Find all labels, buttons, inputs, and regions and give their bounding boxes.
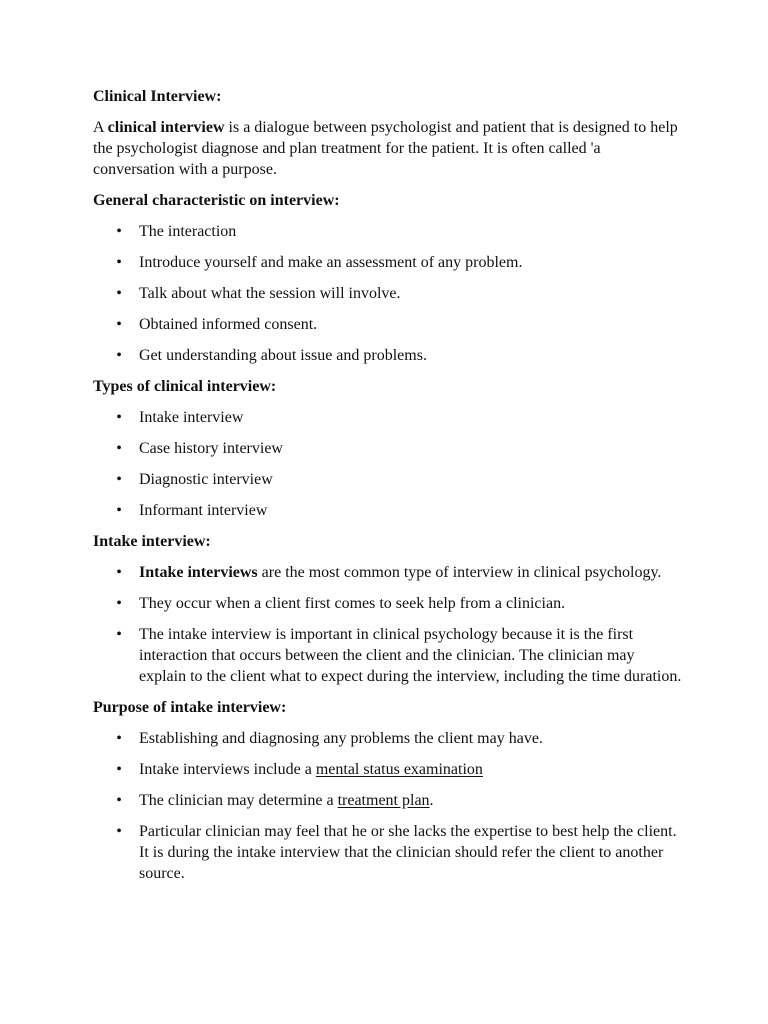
bullet: • [116,626,122,643]
list-item [93,283,683,304]
types-list [93,407,683,521]
list-item-text: Case history interview [139,440,283,457]
list-item-text: Particular clinician may feel that he or she lacks the expertise to best help the client. It is during the intake interview that the clinician should refer the client to another source. [139,823,677,882]
bullet: • [116,409,122,426]
intro-rest: is a dialogue between psychologist and patient that is designed to help the psychologist diagnose and plan treatment for the patient. It is often called 'a conversation with a purpose. [93,119,678,178]
list-item [93,593,683,614]
intro-paragraph [93,117,683,180]
list-item [93,562,683,583]
list-item [93,345,683,366]
section-heading-intake: Intake interview: [93,533,211,550]
bullet: • [116,730,122,747]
intake-list [93,562,683,687]
list-item [93,624,683,687]
list-item-text: Obtained informed consent. [139,316,318,333]
bullet: • [116,316,122,333]
list-item [93,728,683,749]
list-item [93,407,683,428]
list-item [93,821,683,884]
section-heading-general: General characteristic on interview: [93,192,340,209]
list-item-text: are the most common type of interview in clinical psychology. [257,564,662,581]
list-item-bold: Intake interviews [139,564,258,581]
list-item-text: Establishing and diagnosing any problems the client may have. [139,730,543,747]
bullet: • [116,761,122,778]
bullet: • [116,254,122,271]
list-item-text: Diagnostic interview [139,471,273,488]
list-item-text: Informant interview [139,502,268,519]
section-heading-purpose: Purpose of intake interview: [93,699,287,716]
intro-prefix: A [93,119,108,136]
list-item [93,500,683,521]
bullet: • [116,347,122,364]
list-item-text: The intake interview is important in clinical psychology because it is the first interaction that occurs between the client and the clinician. The clinician may explain to the client what to expect during the interview, including the time duration. [139,626,682,685]
list-item-text: The clinician may determine a [139,792,338,809]
intro-bold-term: clinical interview [107,119,225,136]
mental-status-examination-link[interactable]: mental status examination [315,761,483,778]
bullet: • [116,223,122,240]
list-item-text: Introduce yourself and make an assessment of any problem. [139,254,523,271]
bullet: • [116,823,122,840]
list-item-text: They occur when a client first comes to seek help from a clinician. [139,595,566,612]
bullet: • [116,440,122,457]
bullet: • [116,595,122,612]
bullet: • [116,471,122,488]
list-item-text: Intake interviews include a [139,761,316,778]
list-item [93,221,683,242]
document-page [93,86,683,894]
treatment-plan-link[interactable]: treatment plan [337,792,430,809]
list-item-text: The interaction [139,223,237,240]
list-item [93,252,683,273]
general-list [93,221,683,366]
list-item [93,759,683,780]
list-item [93,469,683,490]
list-item [93,438,683,459]
page-title: Clinical Interview: [93,88,222,105]
list-item [93,314,683,335]
list-item [93,790,683,811]
list-item-text: Talk about what the session will involve. [139,285,401,302]
list-item-suffix: . [429,792,434,809]
list-item-text: Intake interview [139,409,244,426]
bullet: • [116,564,122,581]
purpose-list [93,728,683,884]
bullet: • [116,792,122,809]
section-heading-types: Types of clinical interview: [93,378,277,395]
list-item-text: Get understanding about issue and problems. [139,347,427,364]
bullet: • [116,285,122,302]
bullet: • [116,502,122,519]
